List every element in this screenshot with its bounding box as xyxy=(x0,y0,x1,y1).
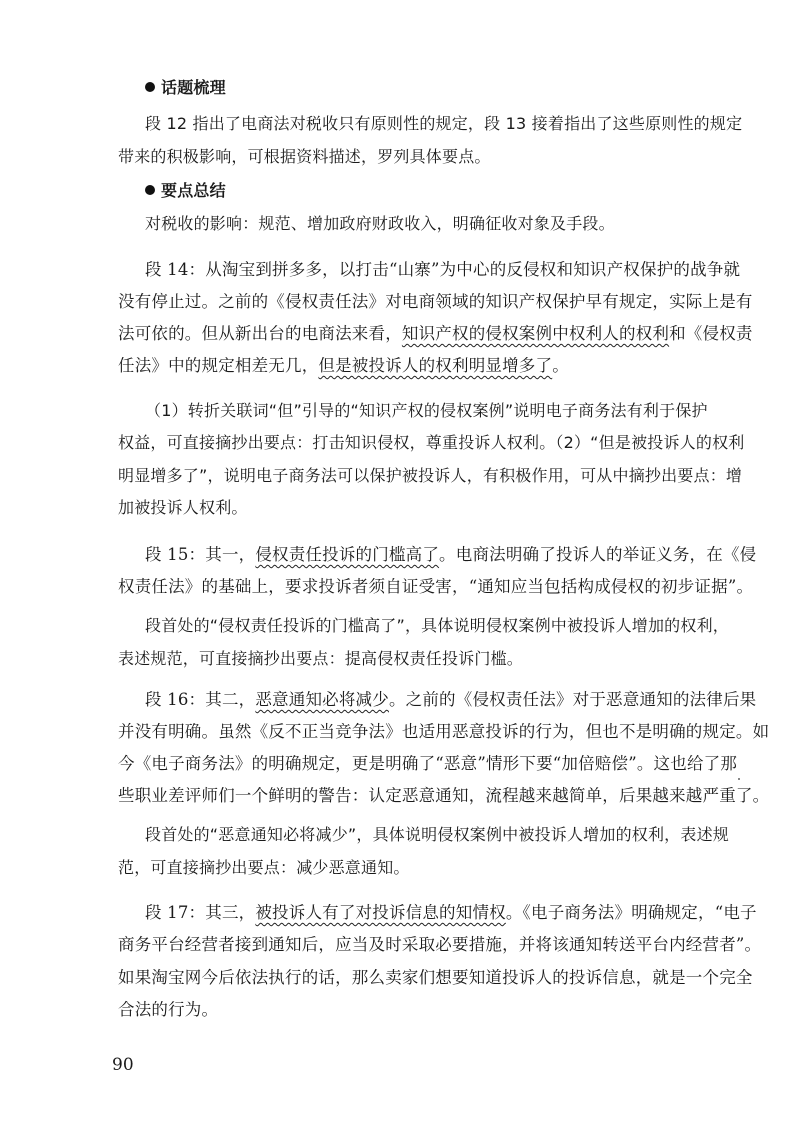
topic-text-line-2: 带来的积极影响，可根据资料描述，罗列具体要点。 xyxy=(118,147,491,166)
para14-underlined-1: 知识产权的侵权案例中权利人的权利 xyxy=(401,324,670,343)
para14-line-3 xyxy=(118,322,753,346)
para17-underlined: 被投诉人有了对投诉信息的知情权 xyxy=(255,903,506,922)
summary-heading xyxy=(145,179,226,203)
para16-line-1 xyxy=(145,688,756,712)
bullet-icon xyxy=(145,185,155,195)
para14-line-2: 没有停止过。之前的《侵权责任法》对电商领域的知识产权保护早有规定，实际上是有 xyxy=(118,292,753,311)
para15-line-2: 权责任法》的基础上，要求投诉者须自证受害，“通知应当包括构成侵权的初步证据”。 xyxy=(118,577,754,596)
para16-line-1-a: 段 16：其二， xyxy=(145,690,256,709)
analysis16-line-2: 范，可直接摘抄出要点：减少恶意通知。 xyxy=(118,858,410,877)
para14-line-4-a: 任法》中的规定相差无几， xyxy=(118,356,319,375)
para14-line-4 xyxy=(118,354,569,378)
para15-line-1-b: 。电商法明确了投诉人的举证义务，在《侵 xyxy=(439,545,757,564)
analysis15-line-1: 段首处的“侵权责任投诉的门槛高了”，具体说明侵权案例中被投诉人增加的权利， xyxy=(145,616,729,635)
summary-heading-text: 要点总结 xyxy=(161,181,226,200)
summary-text-line-1: 对税收的影响：规范、增加政府财政收入，明确征收对象及手段。 xyxy=(145,214,615,233)
para16-line-3: 今《电子商务法》的明确规定，更是明确了“恶意”情形下要“加倍赔偿”。这也给了那 xyxy=(118,754,738,773)
para17-line-4: 合法的行为。 xyxy=(118,1000,219,1019)
para16-underlined: 恶意通知必将减少 xyxy=(255,690,389,709)
para14-line-1: 段 14：从淘宝到拼多多，以打击“山寨”为中心的反侵权和知识产权保护的战争就 xyxy=(145,260,741,279)
para14-line-3-a: 法可依的。但从新出台的电商法来看， xyxy=(118,324,402,343)
bullet-icon xyxy=(145,82,155,92)
para16-line-2: 并没有明确。虽然《反不正当竞争法》也适用恶意投诉的行为，但也不是明确的规定。如 xyxy=(118,722,770,741)
analysis14-line-2: 权益，可直接摘抄出要点：打击知识侵权，尊重投诉人权利。（2）“但是被投诉人的权利 xyxy=(118,433,745,452)
para14-line-3-b: 和《侵权责 xyxy=(669,324,753,343)
analysis14-line-3: 明显增多了”，说明电子商务法可以保护被投诉人，有积极作用，可从中摘抄出要点：增 xyxy=(118,466,743,485)
para17-line-1-b: 。《电子商务法》明确规定，“电子 xyxy=(505,903,757,922)
para15-line-1 xyxy=(145,543,756,567)
para15-underlined: 侵权责任投诉的门槛高了 xyxy=(255,545,440,564)
para16-line-4: 些职业差评师们一个鲜明的警告：认定恶意通知，流程越来越简单，后果越来越严重了。 xyxy=(118,786,770,805)
para14-line-4-b: 。 xyxy=(552,356,569,375)
topic-text-line-1: 段 12 指出了电商法对税收只有原则性的规定，段 13 接着指出了这些原则性的规定 xyxy=(145,114,743,133)
para15-line-1-a: 段 15：其一， xyxy=(145,545,256,564)
para17-line-2: 商务平台经营者接到通知后，应当及时采取必要措施，并将该通知转送平台内经营者”。 xyxy=(118,935,762,954)
scan-speck xyxy=(738,778,740,780)
page-number: 90 xyxy=(112,1055,134,1075)
topic-heading xyxy=(145,76,226,100)
analysis15-line-2: 表述规范，可直接摘抄出要点：提高侵权责任投诉门槛。 xyxy=(118,649,524,668)
analysis16-line-1: 段首处的“恶意通知必将减少”，具体说明侵权案例中被投诉人增加的权利，表述规 xyxy=(145,825,729,844)
para14-underlined-2: 但是被投诉人的权利明显增多了 xyxy=(318,356,553,375)
para16-line-1-b: 。之前的《侵权责任法》对于恶意通知的法律后果 xyxy=(388,690,757,709)
para17-line-1-a: 段 17：其三， xyxy=(145,903,256,922)
para17-line-1 xyxy=(145,901,757,925)
para17-line-3: 如果淘宝网今后依法执行的话，那么卖家们想要知道投诉人的投诉信息，就是一个完全 xyxy=(118,968,753,987)
analysis14-line-4: 加被投诉人权利。 xyxy=(118,498,248,517)
topic-heading-text: 话题梳理 xyxy=(161,78,226,97)
analysis14-line-1: （1）转折关联词“但”引导的“知识产权的侵权案例”说明电子商务法有利于保护 xyxy=(145,401,708,420)
